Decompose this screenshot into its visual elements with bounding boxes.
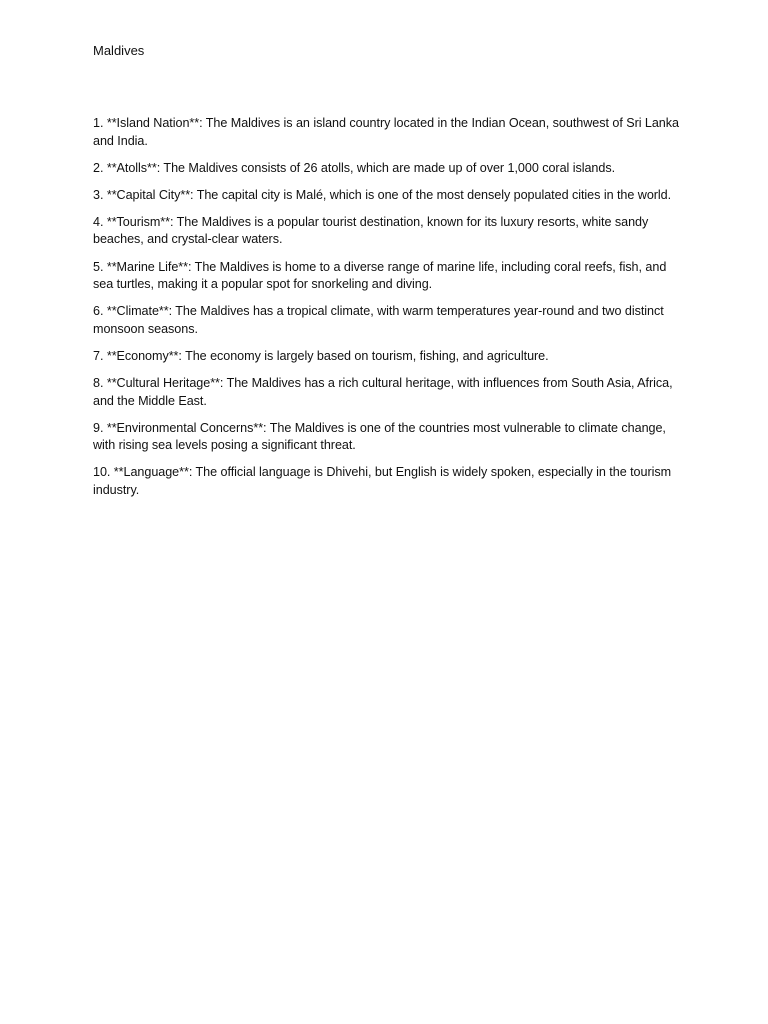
document-title: Maldives [93,43,145,58]
list-item: 9. **Environmental Concerns**: The Maldives is one of the countries most vulnerable to climate change, with rising sea levels posing a significant threat. [93,420,666,453]
fact-list [93,115,683,509]
list-item: 7. **Economy**: The economy is largely based on tourism, fishing, and agriculture. [93,348,549,363]
list-item: 5. **Marine Life**: The Maldives is home to a diverse range of marine life, including coral reefs, fish, and sea turtles, making it a popular spot for snorkeling and diving. [93,259,667,292]
list-item: 3. **Capital City**: The capital city is Malé, which is one of the most densely populated cities in the world. [93,187,672,202]
list-item: 1. **Island Nation**: The Maldives is an island country located in the Indian Ocean, southwest of Sri Lanka and India. [93,116,679,148]
list-item: 4. **Tourism**: The Maldives is a popular tourist destination, known for its luxury resorts, white sandy beaches, and crystal-clear waters. [93,214,649,247]
list-item: 6. **Climate**: The Maldives has a tropical climate, with warm temperatures year-round and two distinct monsoon seasons. [93,304,664,336]
list-item: 8. **Cultural Heritage**: The Maldives has a rich cultural heritage, with influences from South Asia, Africa, and the Middle East. [93,376,673,408]
list-item: 10. **Language**: The official language is Dhivehi, but English is widely spoken, especially in the tourism industry. [93,465,672,497]
list-item: 2. **Atolls**: The Maldives consists of 26 atolls, which are made up of over 1,000 coral islands. [93,160,616,175]
